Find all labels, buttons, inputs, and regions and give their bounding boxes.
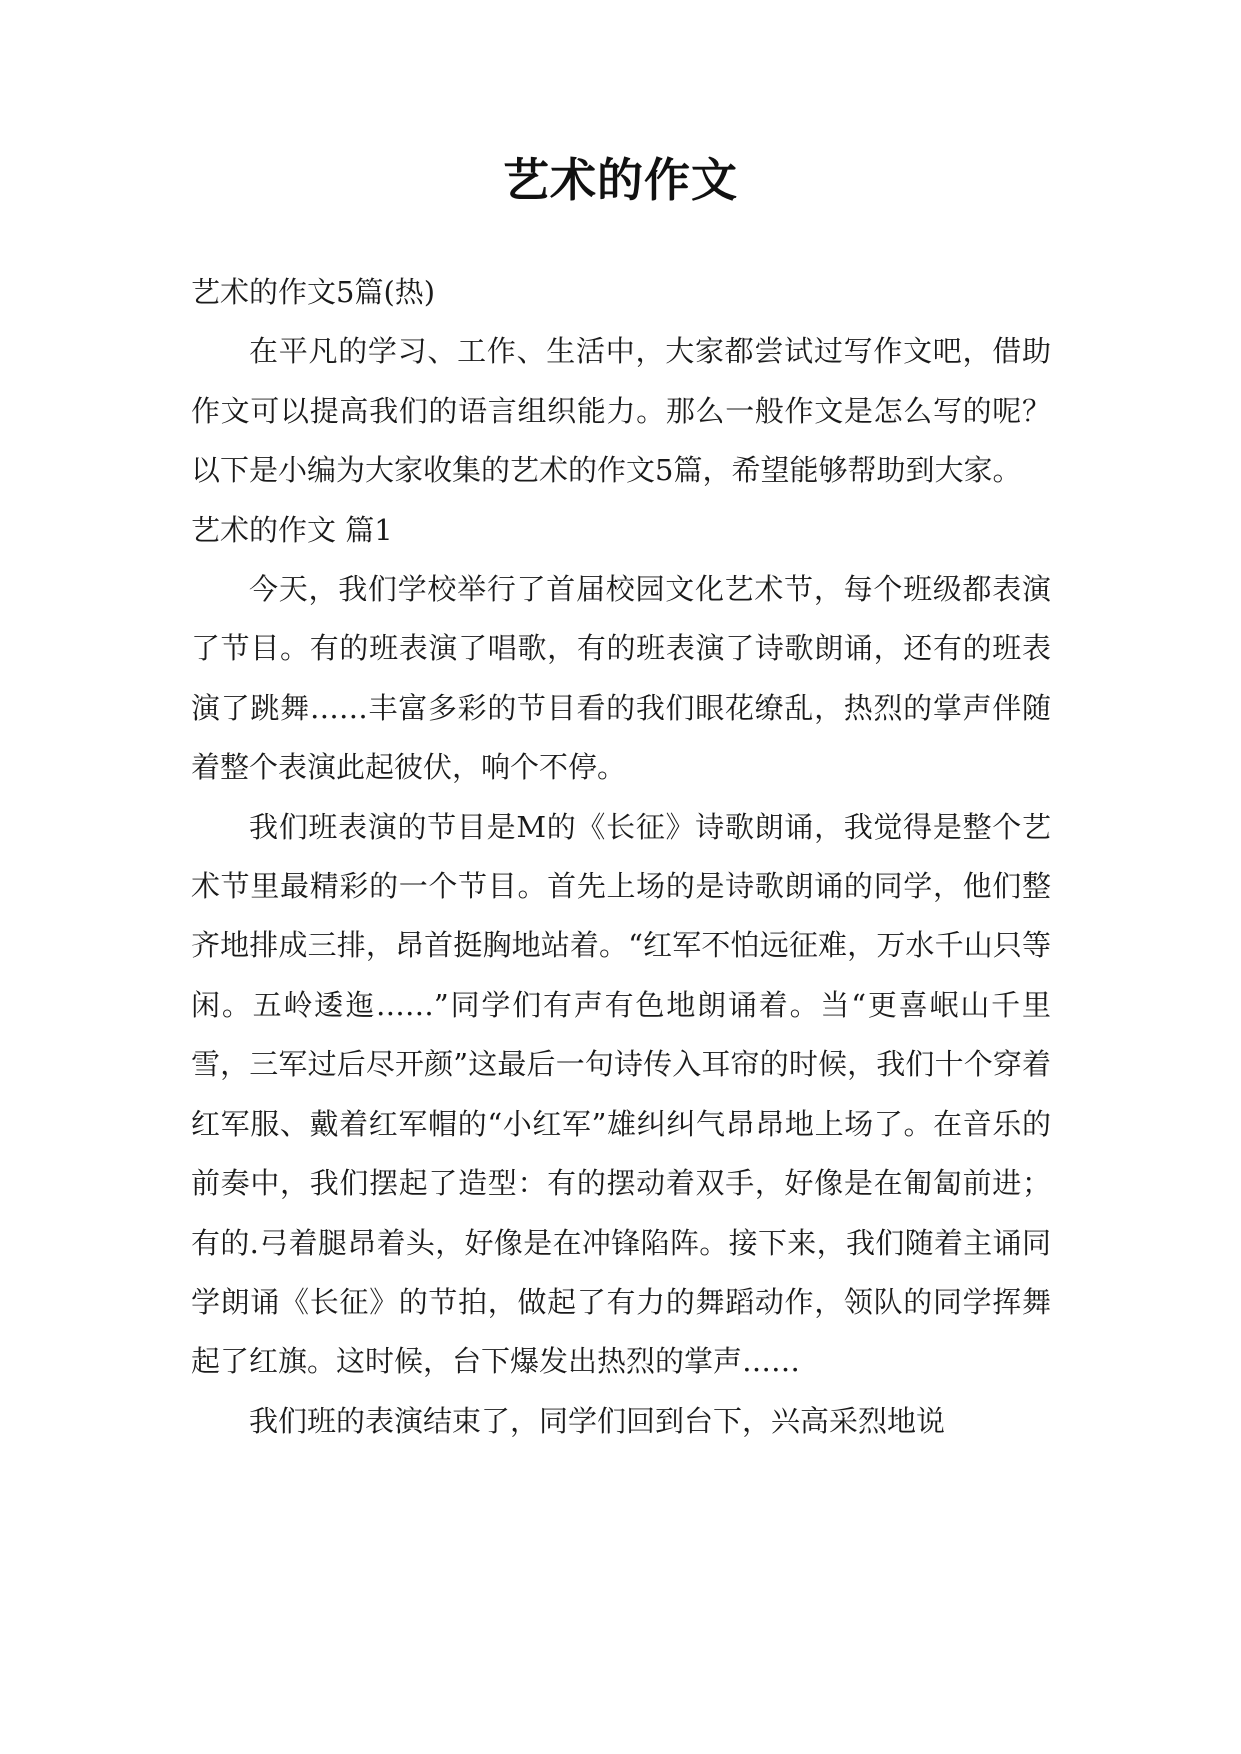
paragraph-essay-1-3: 我们班的表演结束了，同学们回到台下，兴高采烈地说 <box>249 1403 946 1438</box>
section-heading-essay-1: 艺术的作文 篇1 <box>191 512 393 547</box>
paragraph-intro: 在平凡的学习、工作、生活中，大家都尝试过写作文吧，借助作文可以提高我们的语言组织能力。那么一般作文是怎么写的呢？以下是小编为大家收集的艺术的作文5篇，希望能够帮助到大家。 <box>191 334 1051 488</box>
section-heading-intro: 艺术的作文5篇(热) <box>191 275 436 309</box>
document-body <box>191 263 1051 1451</box>
paragraph-essay-1-2: 我们班表演的节目是M的《长征》诗歌朗诵，我觉得是整个艺术节里最精彩的一个节目。首先上场的是诗歌朗诵的同学，他们整齐地排成三排，昂首挺胸地站着。“红军不怕远征难，万水千山只等闲。五岭逶迤……”同学们有声有色地朗诵着。当“更喜岷山千里雪，三军过后尽开颜”这最后一句诗传入耳帘的时候，我们十个穿着红军服、戴着红军帽的“小红军”雄纠纠气昂昂地上场了。在音乐的前奏中，我们摆起了造型：有的摆动着双手，好像是在匍匐前进；有的.弓着腿昂着头，好像是在冲锋陷阵。接下来，我们随着主诵同学朗诵《长征》的节拍，做起了有力的舞蹈动作，领队的同学挥舞起了红旗。这时候，台下爆发出热烈的掌声…… <box>191 809 1051 1379</box>
document-title: 艺术的作文 <box>503 153 738 207</box>
paragraph-essay-1-1: 今天，我们学校举行了首届校园文化艺术节，每个班级都表演了节目。有的班表演了唱歌，有的班表演了诗歌朗诵，还有的班表演了跳舞……丰富多彩的节目看的我们眼花缭乱，热烈的掌声伴随着整个表演此起彼伏，响个不停。 <box>191 572 1051 785</box>
